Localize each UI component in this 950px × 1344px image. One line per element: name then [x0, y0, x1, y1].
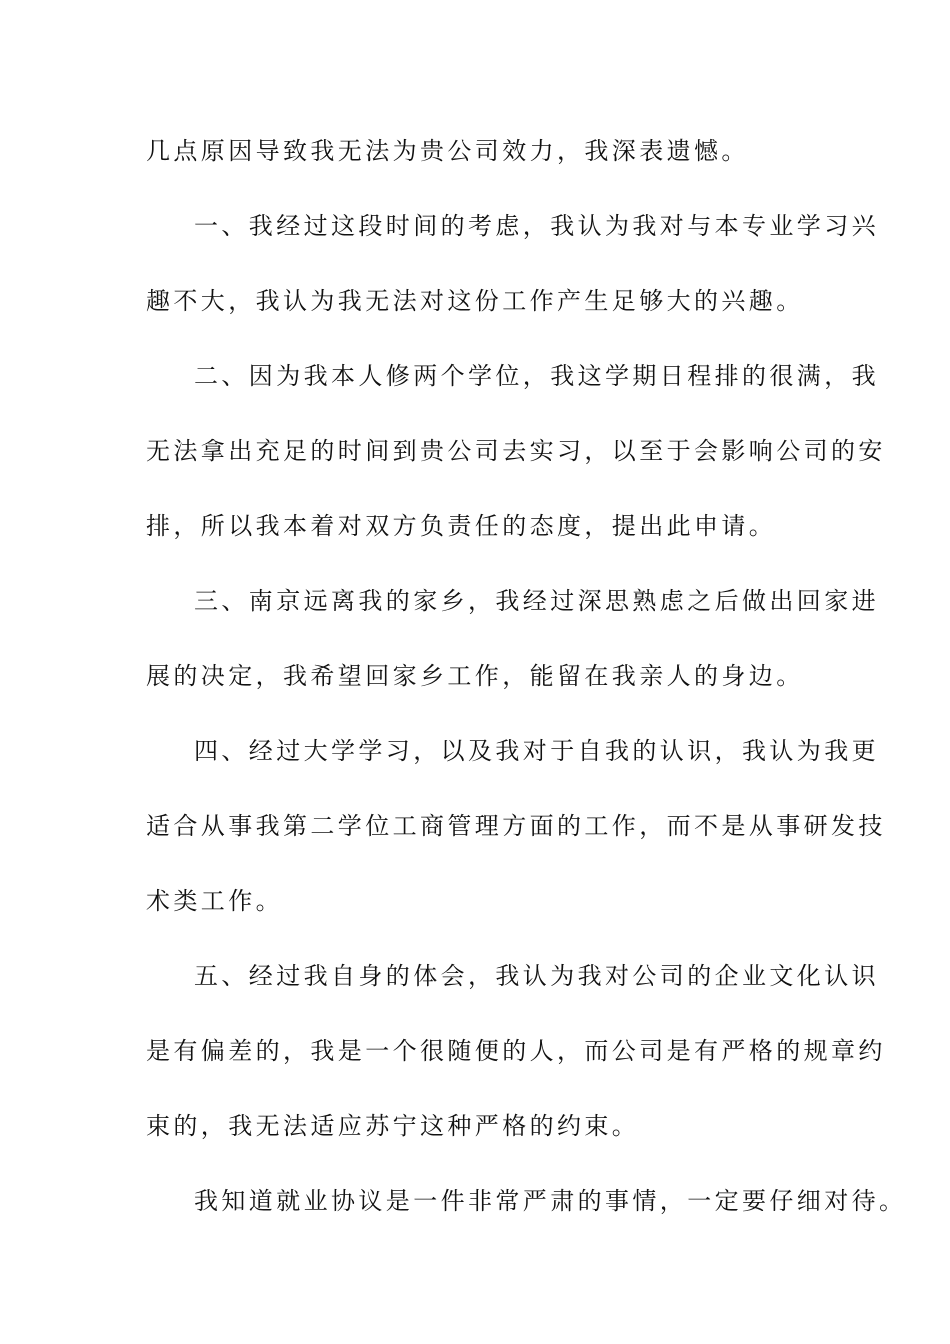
- text-line: 三、南京远离我的家乡，我经过深思熟虑之后做出回家进: [194, 587, 879, 615]
- text-line: 二、因为我本人修两个学位，我这学期日程排的很满，我: [194, 362, 879, 390]
- text-line: 五、经过我自身的体会，我认为我对公司的企业文化认识: [194, 962, 879, 990]
- text-line: 适合从事我第二学位工商管理方面的工作，而不是从事研发技: [146, 812, 886, 840]
- text-line: 术类工作。: [146, 887, 283, 915]
- text-line: 无法拿出充足的时间到贵公司去实习，以至于会影响公司的安: [146, 437, 886, 465]
- text-line: 展的决定，我希望回家乡工作，能留在我亲人的身边。: [146, 662, 804, 690]
- text-line: 四、经过大学学习，以及我对于自我的认识，我认为我更: [194, 737, 879, 765]
- text-line: 是有偏差的，我是一个很随便的人，而公司是有严格的规章约: [146, 1037, 886, 1065]
- text-line: 几点原因导致我无法为贵公司效力，我深表遗憾。: [146, 137, 749, 165]
- text-line: 束的，我无法适应苏宁这种严格的约束。: [146, 1112, 640, 1140]
- text-line: 排，所以我本着对双方负责任的态度，提出此申请。: [146, 512, 777, 540]
- text-line: 一、我经过这段时间的考虑，我认为我对与本专业学习兴: [194, 212, 879, 240]
- text-line: 我知道就业协议是一件非常严肃的事情，一定要仔细对待。: [194, 1187, 907, 1215]
- text-line: 趣不大，我认为我无法对这份工作产生足够大的兴趣。: [146, 287, 804, 315]
